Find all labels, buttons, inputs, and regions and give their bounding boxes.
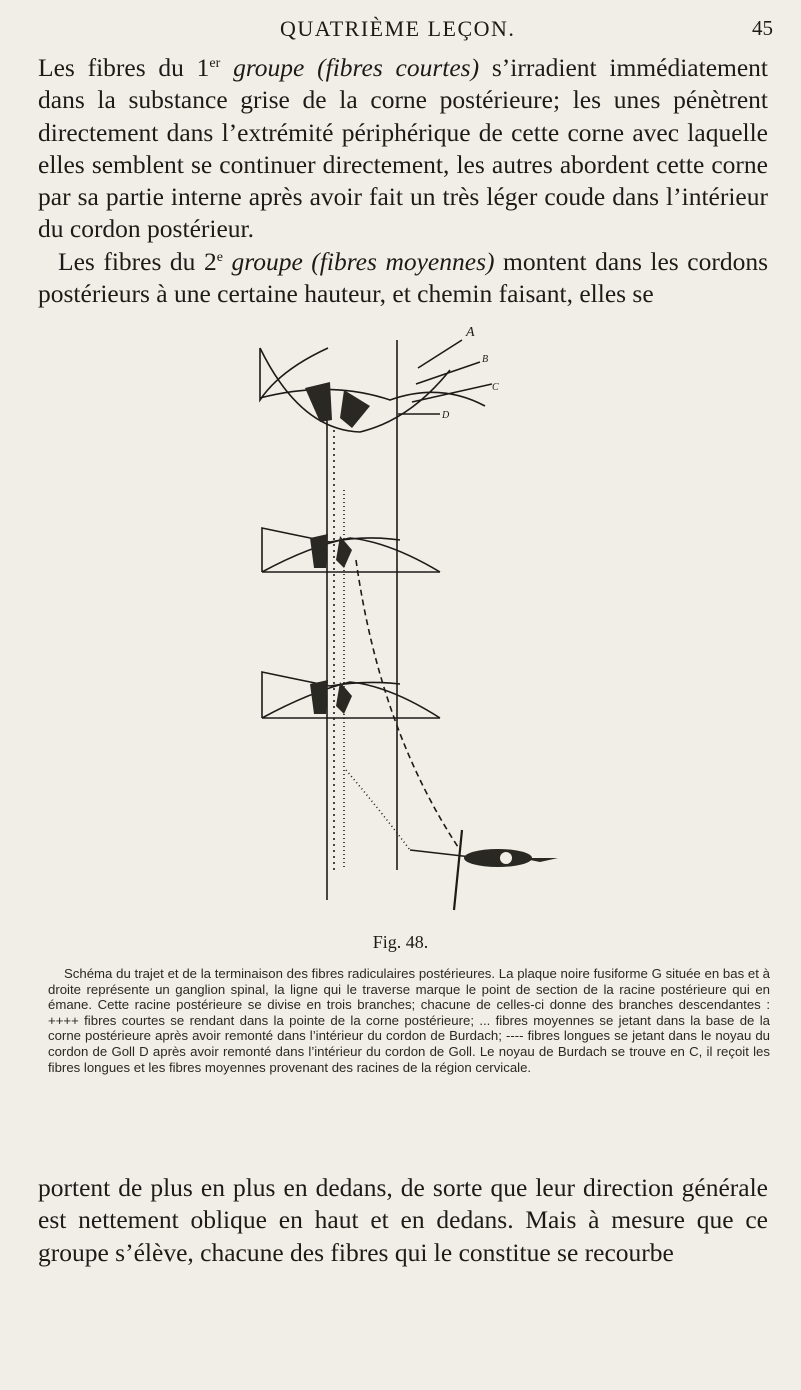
text-run: montent dans les cordons postérieurs à une certaine hauteur, et chemin faisant, elles se [38,246,768,309]
grey-matter-upper [305,382,332,422]
figure-label: Fig. 48. [372,932,429,952]
paragraph-medium-fibres [38,246,768,311]
running-title: QUATRIÈME LEÇON. [280,16,516,41]
paragraph-continuation: portent de plus en plus en dedans, de sorte que leur direction générale est nettement oblique en haut et en dedans. Mais à mesure que ce groupe s’élève, chacune des fibres qui le constitue se recourbe [38,1173,768,1267]
grey-matter-middle [310,534,328,568]
paragraph-short-fibres [38,52,768,246]
italic-term: groupe (fibres moyennes) [231,246,495,276]
caption-text: Schéma du trajet et de la terminaison des fibres radiculaires postérieures. La plaque noire fusiforme G située en bas et à droite représente un ganglion spinal, la ligne qui le traverse marque le point de section de la racine postérieure qui en émane. Cette racine postérieure se divise en trois branches; chacune de celles-ci donne des branches descendantes : ++++ fibres courtes se rendant dans la pointe de la corne postérieure; ... fibres moyennes se jetant dans la base de la corne postérieure après avoir remonté dans l’intérieur du cordon de Burdach; ---- fibres longues se jetant dans le noyau du cordon de Goll D après avoir remonté dans l’intérieur du cordon de Goll. Le noyau de Burdach se trouve en C, il reçoit les fibres longues et les fibres moyennes provenant des racines de la région cervicale. [48,966,770,1075]
label-a: A [466,325,475,340]
spinal-cord-diagram [240,310,600,930]
text-run: s’irradient immédiatement dans la substance grise de la corne postérieure; les unes pénètrent directement dans l’extrémité périphérique de cette corne avec laquelle elles semblent se continuer directement, les autres abordent cette corne par sa partie interne après avoir fait un très léger coude dans l’intérieur du cordon postérieur. [38,53,769,244]
label-c: C [492,382,499,393]
body-text-bottom [38,1172,768,1269]
section-outline-lower [262,672,400,718]
page-number: 45 [752,16,773,40]
page-header [0,10,801,50]
label-g: G [501,855,509,866]
superscript: e [216,249,223,265]
fibre-long [356,560,460,850]
section-outline-middle [262,528,400,572]
grey-matter-lower [310,680,328,714]
label-b: B [482,354,489,365]
text-run: Les fibres du 1 [38,53,210,82]
text-run: Les fibres du 2 [58,246,217,276]
label-d: D [442,410,450,421]
italic-term: groupe (fibres courtes) [233,53,480,82]
superscript: er [209,56,221,71]
body-text-top [38,52,768,310]
figure-caption [48,966,770,1075]
